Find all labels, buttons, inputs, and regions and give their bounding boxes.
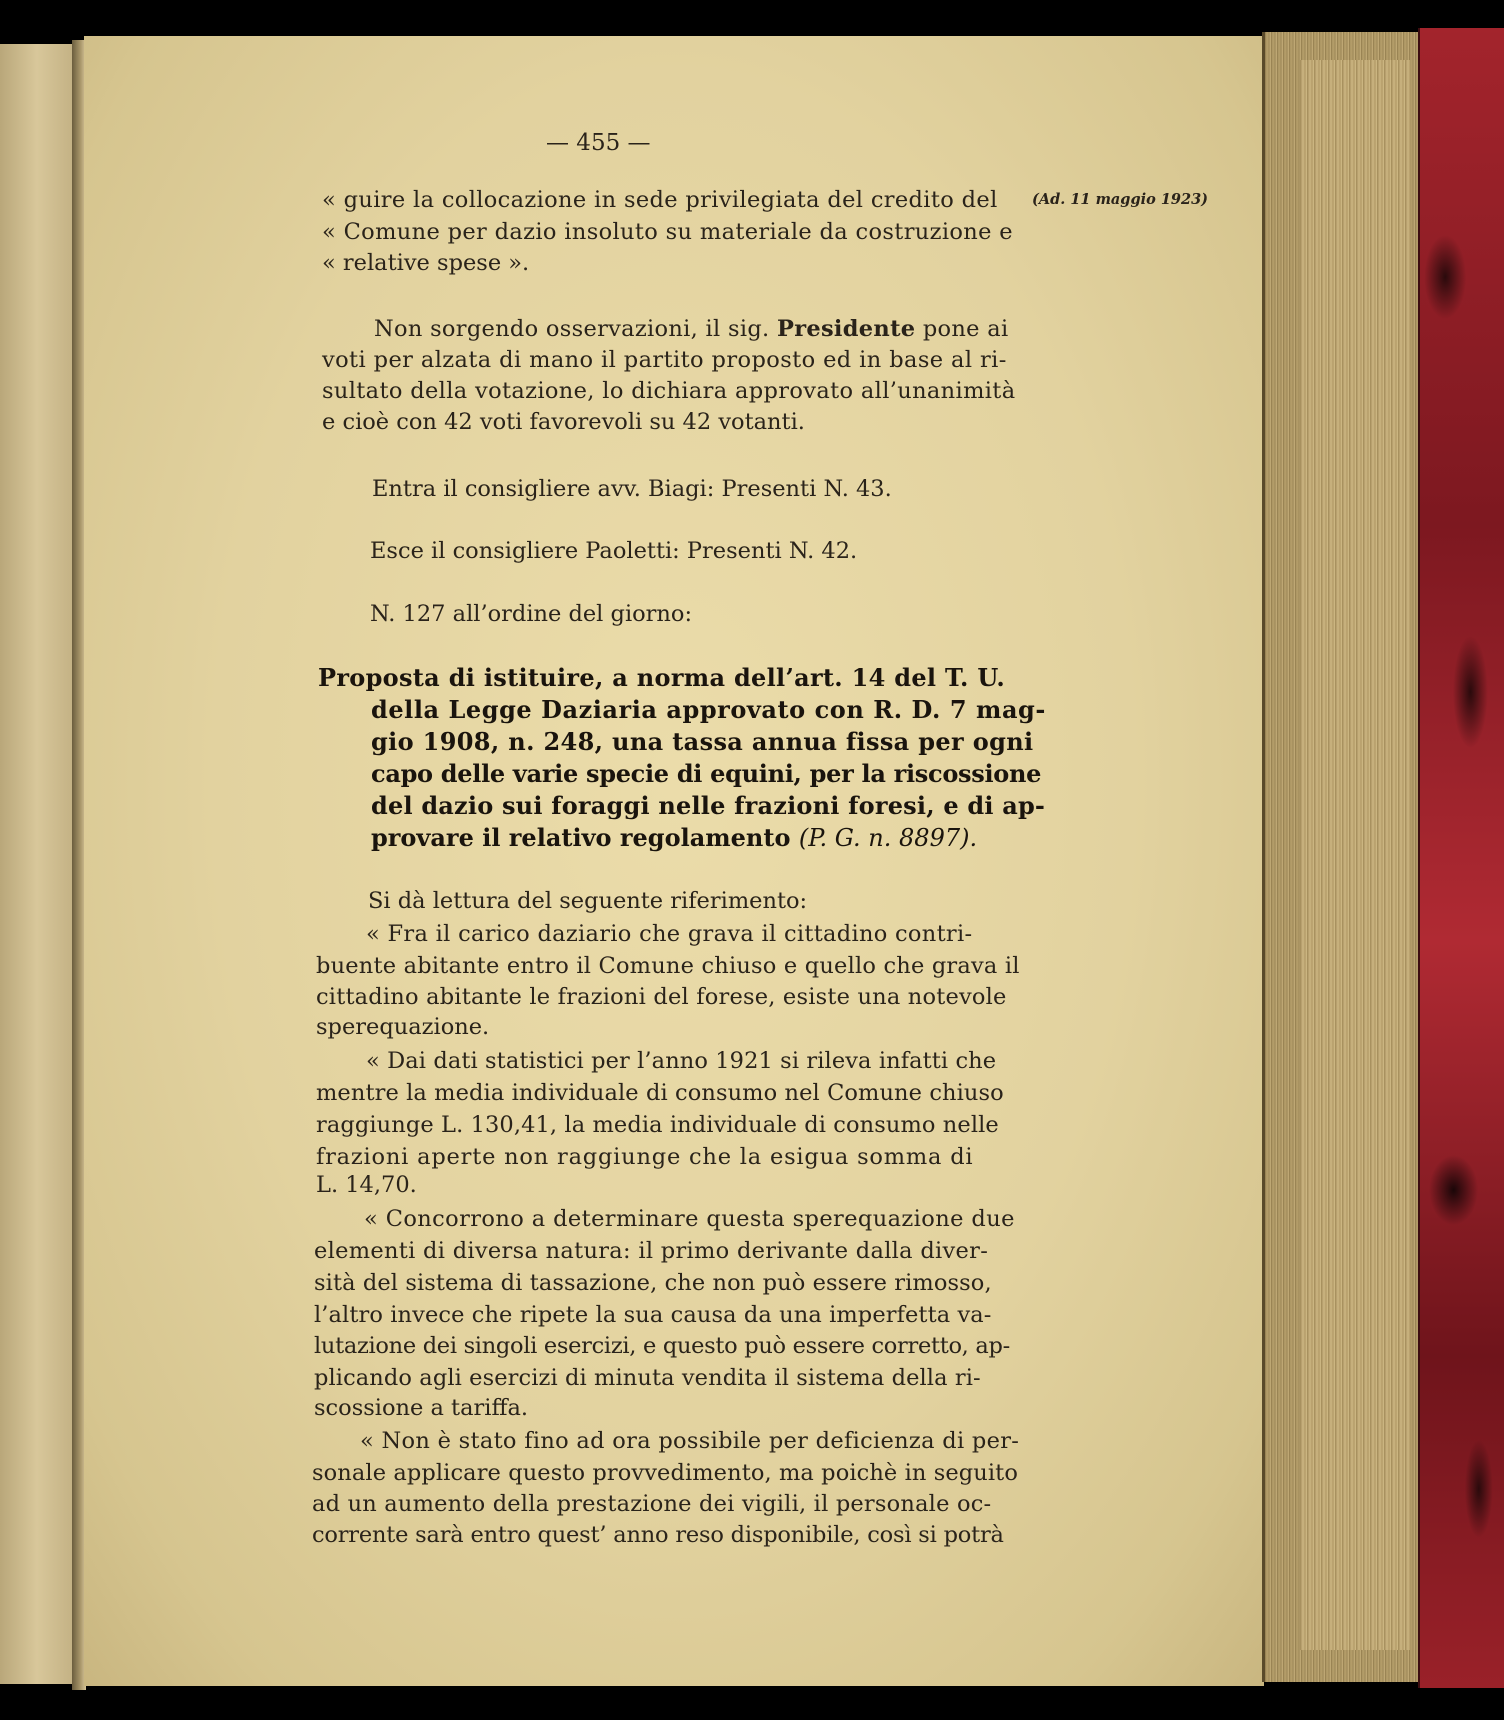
text-line: « Fra il carico daziario che grava il cittadino contri- [366, 921, 973, 947]
text-line: voti per alzata di mano il partito proposto ed in base al ri- [322, 347, 1007, 373]
text-line: L. 14,70. [316, 1172, 417, 1198]
text-line: sità del sistema di tassazione, che non può essere rimosso, [314, 1270, 992, 1296]
agenda-title-line: della Legge Daziaria approvato con R. D. 7 mag- [371, 695, 1046, 724]
page-number: — 455 — [546, 130, 651, 156]
text-line: buente abitante entro il Comune chiuso e quello che grava il [316, 953, 1020, 979]
agenda-title-line [371, 823, 977, 852]
left-page-edge [0, 44, 76, 1684]
text-line: mentre la media individuale di consumo nel Comune chiuso [316, 1080, 1004, 1106]
text-line: « Comune per dazio insoluto su materiale da costruzione e [322, 219, 1013, 245]
text-line: Esce il consigliere Paoletti: Presenti N. 42. [370, 538, 858, 564]
text-line: corrente sarà entro quest’ anno reso disponibile, così si potrà [312, 1522, 1004, 1548]
text-line: « Concorrono a determinare questa sperequazione due [364, 1206, 1015, 1232]
text-line: lutazione dei singoli esercizi, e questo può essere corretto, ap- [314, 1333, 1010, 1359]
agenda-title-line: del dazio sui foraggi nelle frazioni foresi, e di ap- [371, 791, 1046, 820]
protocol-reference: (P. G. n. 8897). [798, 824, 978, 852]
marginal-date-note: (Ad. 11 maggio 1923) [1032, 191, 1209, 208]
marbled-red-cover [1420, 28, 1504, 1688]
text-line: scossione a tariffa. [314, 1395, 529, 1421]
text-line: raggiunge L. 130,41, la media individuale di consumo nelle [316, 1112, 999, 1138]
text-line: l’altro invece che ripete la sua causa da una imperfetta va- [314, 1302, 992, 1328]
text-line: sonale applicare questo provvedimento, ma poichè in seguito [312, 1460, 1018, 1486]
text-line: Si dà lettura del seguente riferimento: [368, 888, 808, 914]
text-line: « Dai dati statistici per l’anno 1921 si rileva infatti che [366, 1048, 997, 1074]
agenda-title-line: capo delle varie specie di equini, per la riscossione [371, 759, 1042, 788]
page-edges-inner [1300, 60, 1410, 1650]
text-span: provare il relativo regolamento [371, 823, 799, 852]
agenda-title-line: gio 1908, n. 248, una tassa annua fissa per ogni [371, 727, 1034, 756]
text-line: sultato della votazione, lo dichiara approvato all’unanimità [322, 378, 1016, 404]
text-line: Entra il consigliere avv. Biagi: Presenti N. 43. [372, 476, 892, 502]
text-line [374, 316, 1008, 342]
text-line: sperequazione. [316, 1014, 490, 1040]
text-line: « Non è stato fino ad ora possibile per deficienza di per- [360, 1428, 1020, 1454]
text-line: frazioni aperte non raggiunge che la esigua somma di [316, 1144, 974, 1170]
text-span: Non sorgendo osservazioni, il sig. [374, 316, 777, 342]
text-line: elementi di diversa natura: il primo derivante dalla diver- [314, 1238, 989, 1264]
speaker-name: Presidente [776, 316, 916, 342]
text-line: « guire la collocazione in sede privilegiata del credito del [322, 187, 998, 213]
text-line: « relative spese ». [322, 250, 530, 276]
text-line: e cioè con 42 voti favorevoli su 42 votanti. [322, 409, 805, 435]
text-line: ad un aumento della prestazione dei vigili, il personale oc- [312, 1491, 992, 1517]
text-line: cittadino abitante le frazioni del forese, esiste una notevole [316, 984, 1007, 1010]
text-line: N. 127 all’ordine del giorno: [370, 601, 693, 627]
agenda-title-line: Proposta di istituire, a norma dell’art. 14 del T. U. [318, 663, 1006, 692]
text-span: pone ai [915, 316, 1009, 342]
text-line: plicando agli esercizi di minuta vendita il sistema della ri- [314, 1365, 981, 1391]
